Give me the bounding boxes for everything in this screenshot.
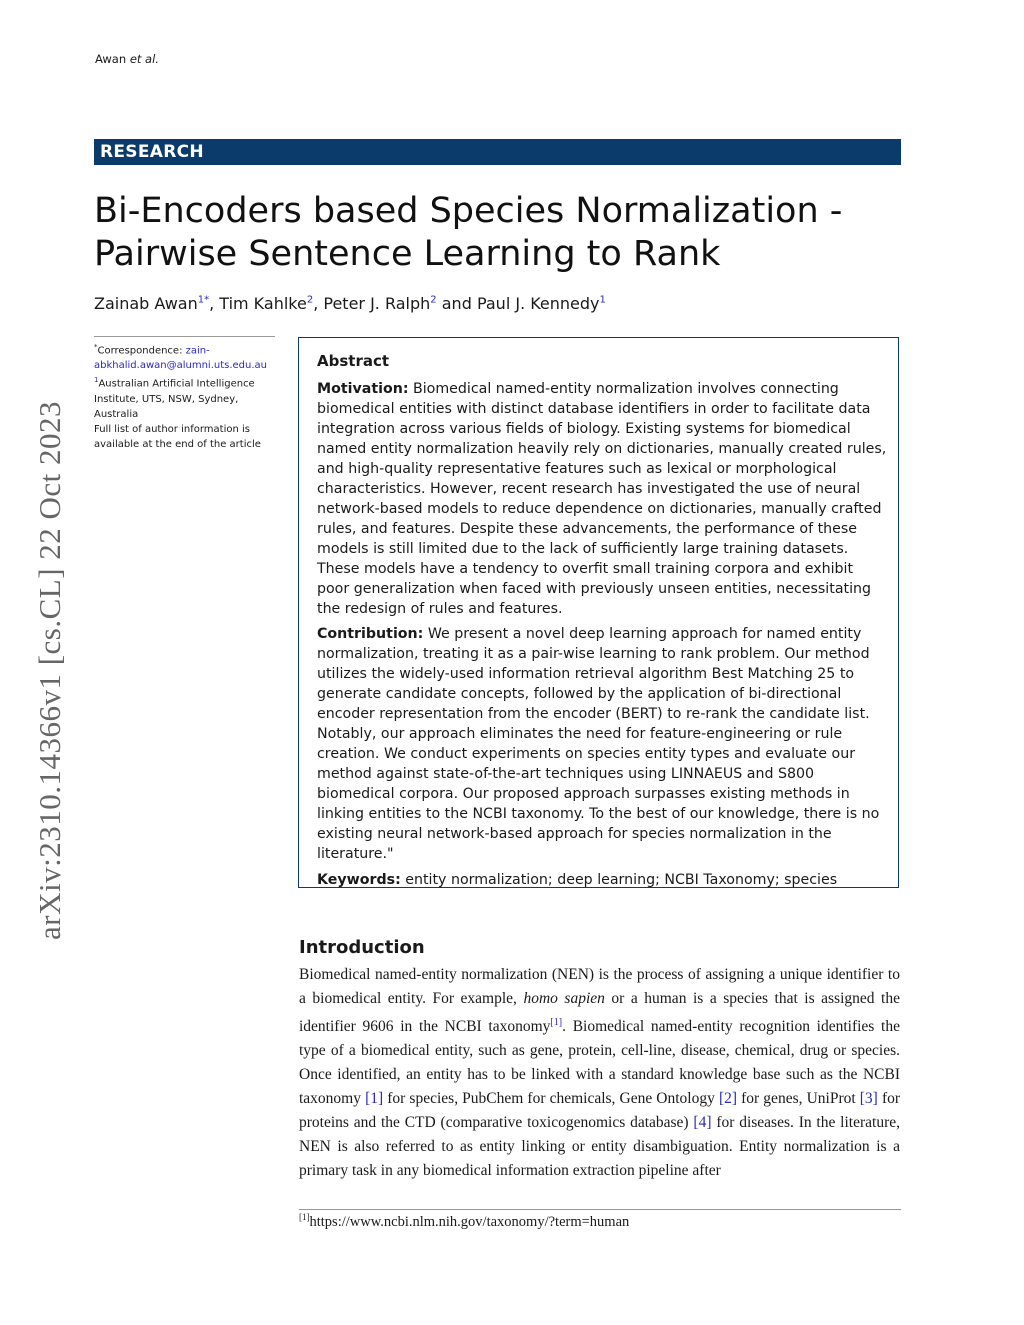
intro-text-run: Biomedical named-entity normalization (NEN) is the process of assigning a unique identifier to a biomedical entity. For example, [299, 966, 900, 1007]
author-separator: , [313, 294, 324, 313]
abstract-contribution [317, 624, 889, 864]
introduction-heading: Introduction [299, 937, 425, 958]
footnote [299, 1212, 629, 1231]
contribution-label: Contribution: [317, 626, 424, 642]
citation-link-1[interactable]: [1] [365, 1090, 384, 1108]
introduction-paragraph [299, 963, 900, 1183]
author-list [94, 294, 606, 313]
footnote-ref-link[interactable]: [1] [550, 1017, 563, 1028]
author-name: Zainab Awan [94, 294, 198, 313]
abstract-box [298, 337, 899, 888]
affiliation-mark: 1 [94, 376, 99, 385]
sidenote [94, 340, 284, 452]
citation-link-2[interactable]: [2] [718, 1090, 738, 1108]
running-head-etal: et al. [129, 52, 159, 66]
author-affiliation-mark: 2 [430, 294, 437, 306]
correspondence-email[interactable]: zain- [185, 345, 210, 357]
author-info-note: Full list of author information is available at the end of the article [94, 423, 261, 450]
abstract-motivation [317, 379, 889, 619]
author-affiliation-mark: 2 [306, 294, 314, 306]
affiliation-note [94, 373, 284, 421]
intro-text-run: or a human is a species that is assigned the identifier 9606 in the NCBI taxonomy [299, 990, 900, 1036]
correspondence-email[interactable]: abkhalid.awan@alumni.uts.edu.au [94, 360, 267, 372]
paper-title [94, 190, 914, 276]
intro-text-run: for proteins and the CTD (comparative toxicogenomics database) [299, 1090, 901, 1132]
correspondence-note [94, 340, 284, 373]
citation-link-4[interactable]: [4] [693, 1114, 712, 1132]
intro-text-run: for species, PubChem for chemicals, Gene Ontology [383, 1090, 719, 1108]
sidenote-divider [94, 336, 275, 337]
keywords-label: Keywords: [317, 872, 401, 888]
intro-italic-term: homo sapien [523, 990, 605, 1007]
author-separator: , [209, 294, 220, 313]
running-head [95, 52, 159, 66]
citation-link-3[interactable]: [3] [859, 1090, 878, 1108]
author-name: Paul J. Kennedy [476, 294, 600, 313]
author-name: Peter J. Ralph [323, 294, 431, 313]
intro-text-run: for genes, UniProt [737, 1090, 860, 1108]
section-banner [94, 139, 901, 165]
contribution-text: We present a novel deep learning approach for named entity normalization, treating it as a pair-wise learning to rank problem. Our method utilizes the widely-used information retrieval algorithm Best Matching 25 to generate candidate concepts, followed by the application of bi-directional encoder representation from the encoder (BERT) to re-rank the candidate list. Notably, our approach eliminates the need for feature-engineering or rule creation. We conduct experiments on species entity types and evaluate our method against state-of-the-art techniques using LINNAEUS and S800 biomedical corpora. Our proposed approach surpasses existing methods in linking entities to the NCBI taxonomy. To the best of our knowledge, there is no existing neural network-based approach for species normalization in the literature." [317, 626, 880, 862]
author-affiliation-mark: 1* [197, 294, 210, 306]
author-affiliation-mark: 1 [599, 294, 606, 306]
section-label: RESEARCH [100, 142, 204, 162]
author-separator: and [436, 294, 477, 313]
title-line-2: Pairwise Sentence Learning to Rank [94, 234, 721, 274]
title-line-1: Bi-Encoders based Species Normalization - [94, 191, 843, 231]
intro-text-run: for diseases. In the literature, NEN is also referred to as entity linking or entity disambiguation. Entity normalization is a primary task in any biomedical information extraction pipeline after [299, 1114, 900, 1180]
footnote-url[interactable]: https://www.ncbi.nlm.nih.gov/taxonomy/?term=human [309, 1213, 630, 1230]
correspondence-label: Correspondence: [97, 345, 186, 357]
motivation-label: Motivation: [317, 381, 409, 397]
abstract-content [317, 348, 889, 890]
keywords-text: entity normalization; deep learning; NCBI Taxonomy; species [400, 872, 838, 888]
author-name: Tim Kahlke [219, 294, 307, 313]
arxiv-identifier: arXiv:2310.14366v1 [cs.CL] 22 Oct 2023 [32, 400, 67, 940]
abstract-heading: Abstract [317, 352, 390, 370]
motivation-text: Biomedical named-entity normalization involves connecting biomedical entities with distinct database identifiers in order to facilitate data integration across various fields of biology. Existing systems for biomedical named entity normalization heavily rely on dictionaries, manually created rules, and high-quality representative features such as lexical or morphological characteristics. However, recent research has investigated the use of neural network-based models to reduce dependence on dictionaries, manually crafted rules, and features. Despite these advancements, the performance of these models is still limited due to the lack of sufficiently large training datasets. These models have a tendency to overfit small training corpora and exhibit poor generalization when faced with previously unseen entities, necessitating the redesign of rules and features. [317, 381, 887, 617]
footnote-divider [299, 1209, 901, 1210]
running-head-author: Awan [95, 52, 127, 66]
affiliation-text: Australian Artificial Intelligence Institute, UTS, NSW, Sydney, Australia [94, 378, 255, 420]
intro-text-run: . Biomedical named-entity recognition identifies the type of a biomedical entity, such as gene, protein, cell-line, disease, chemical, drug or species. Once identified, an entity has to be linked with a standard knowledge base such as the NCBI taxonomy [299, 1018, 900, 1108]
keywords [317, 870, 889, 890]
footnote-mark: * [94, 343, 98, 351]
footnote-mark: [1] [299, 1212, 310, 1222]
